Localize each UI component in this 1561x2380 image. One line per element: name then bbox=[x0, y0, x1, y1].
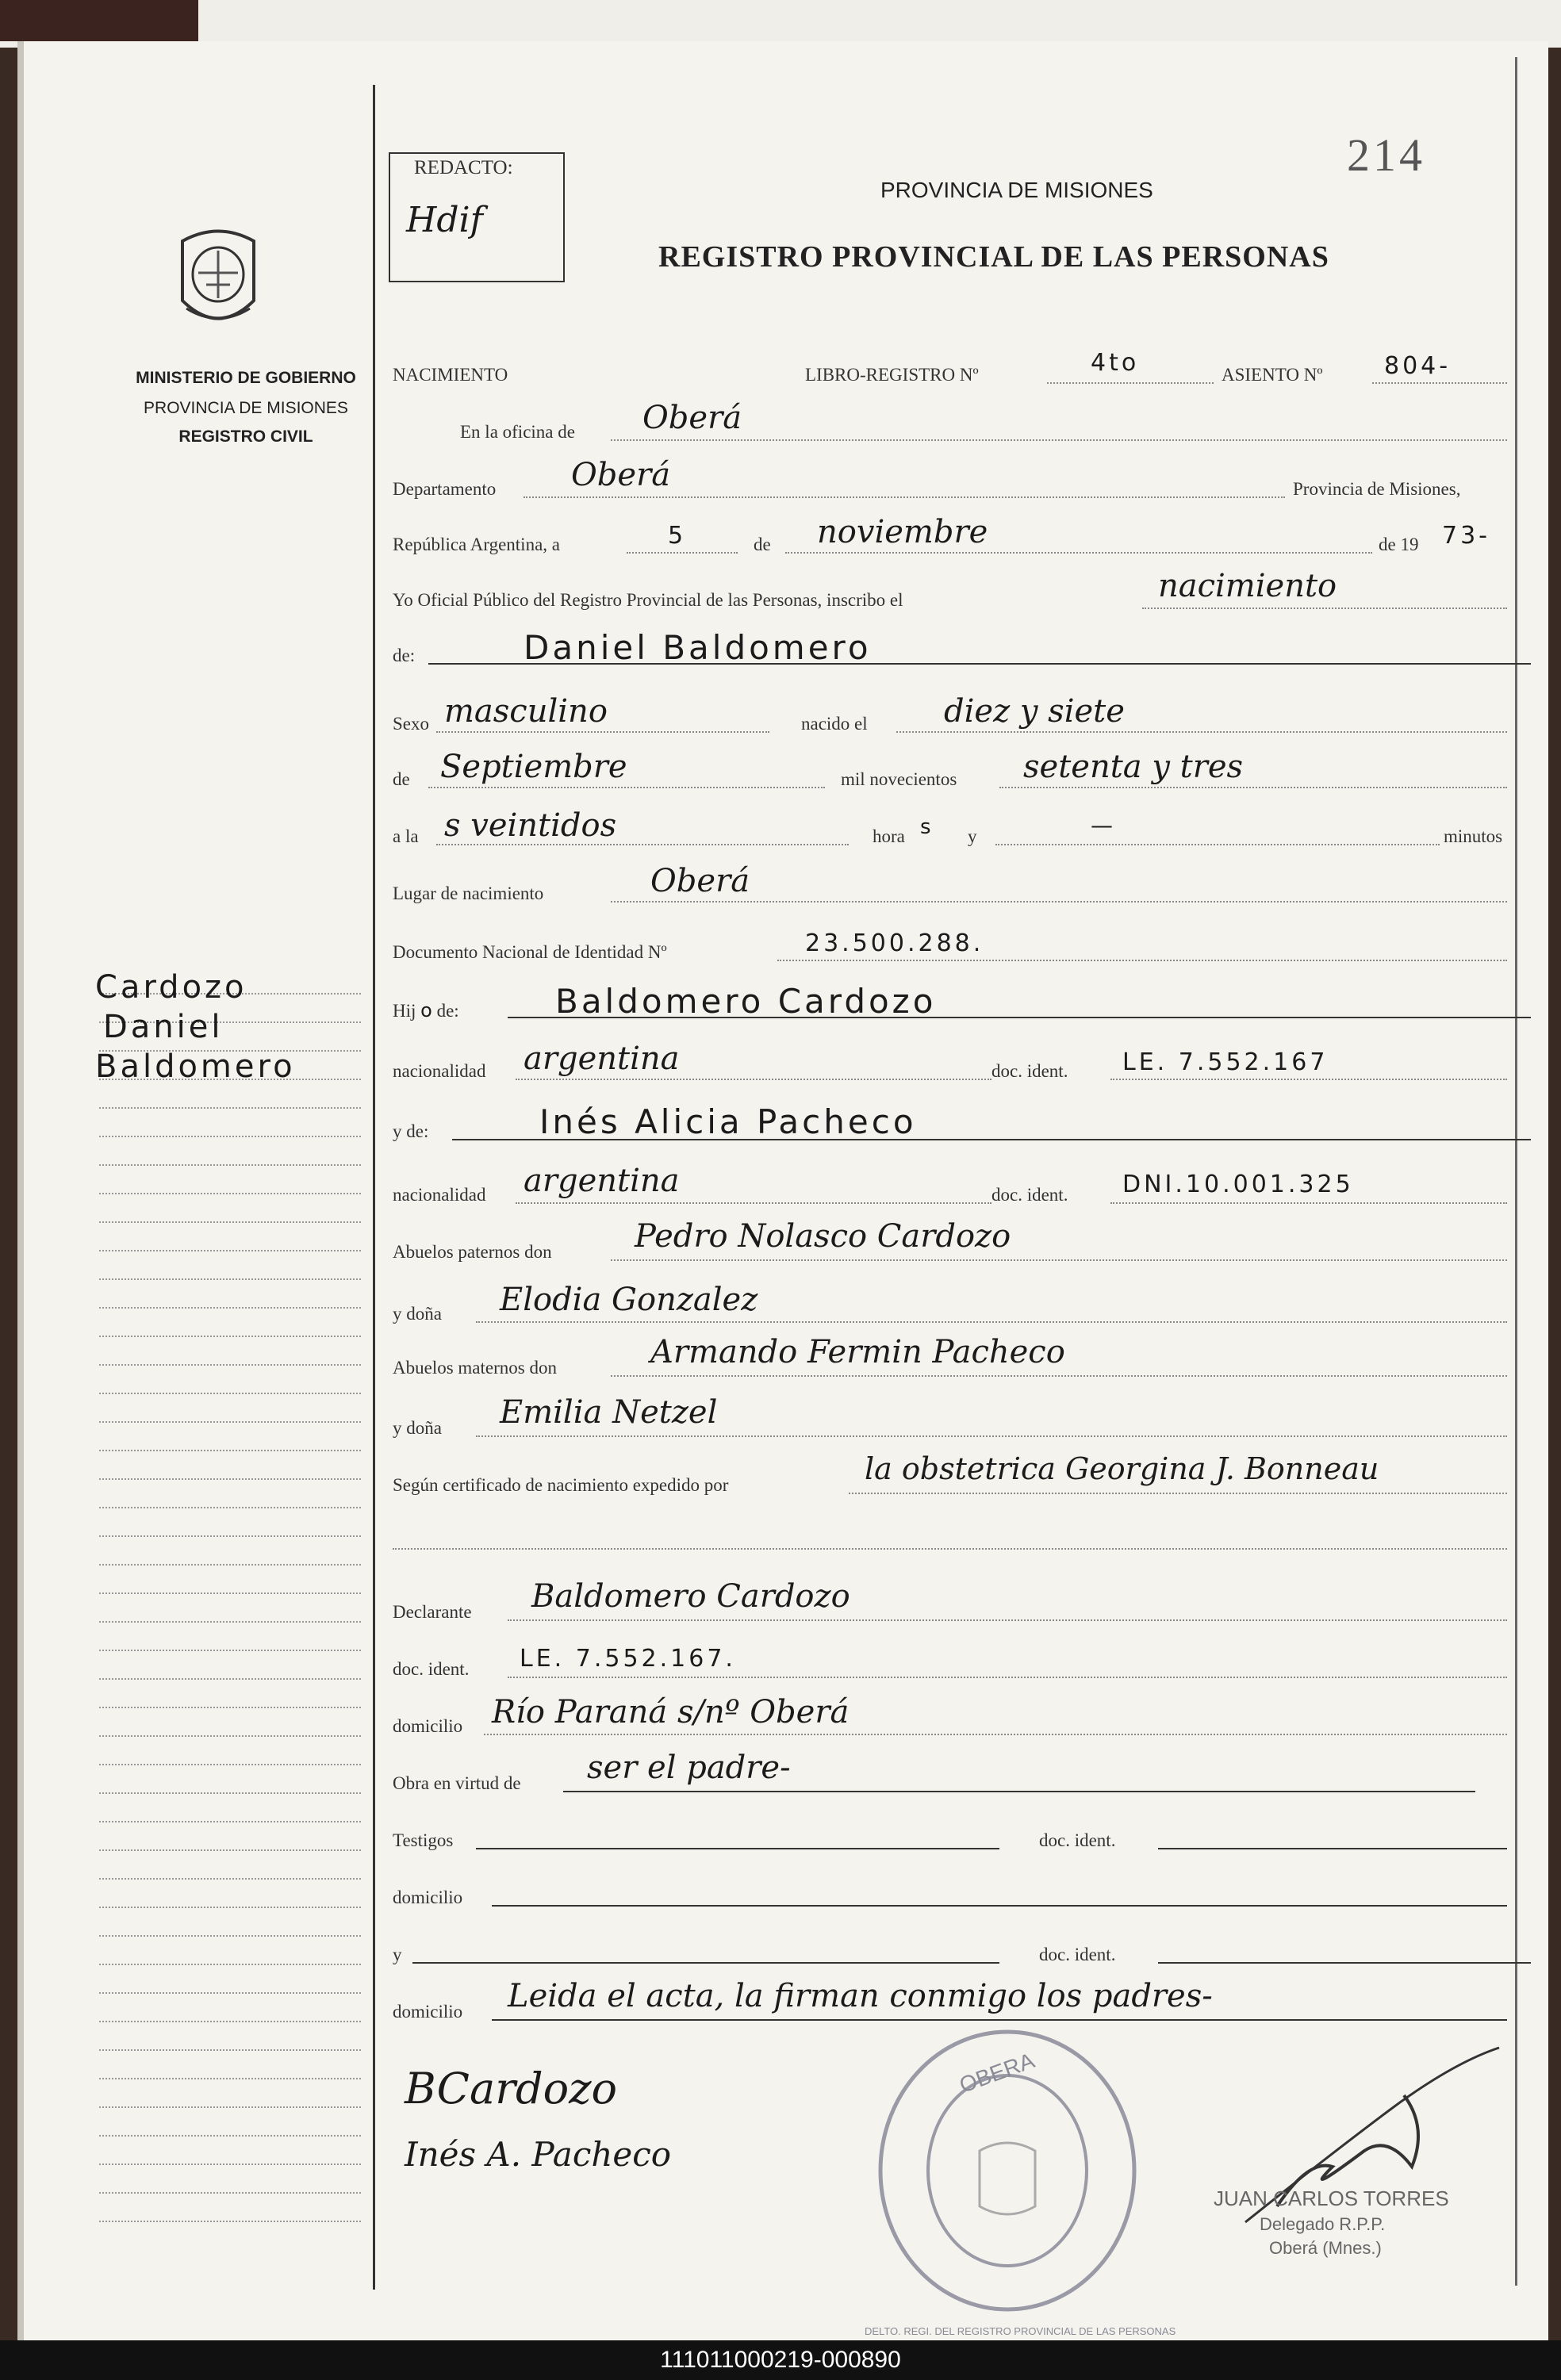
province-label-left: PROVINCIA DE MISIONES bbox=[144, 399, 348, 417]
margin-rule bbox=[99, 1507, 361, 1508]
year-label: de 19 bbox=[1379, 535, 1419, 554]
margin-rule bbox=[99, 1421, 361, 1423]
testigos-doc-label: doc. ident. bbox=[1039, 1830, 1116, 1850]
margin-rule bbox=[99, 1849, 361, 1851]
hora-label: hora bbox=[873, 826, 905, 846]
margin-rule bbox=[99, 1107, 361, 1109]
father-nat-label: nacionalidad bbox=[393, 1061, 486, 1081]
inscribo-value: nacimiento bbox=[1158, 568, 1337, 604]
domicilio-value: Río Paraná s/nº Oberá bbox=[492, 1694, 850, 1730]
de-label: de bbox=[754, 535, 771, 554]
register-page bbox=[17, 41, 1548, 2341]
margin-rule bbox=[99, 1935, 361, 1937]
inscribo-label: Yo Oficial Público del Registro Provincial de las Personas, inscribo el bbox=[393, 590, 903, 610]
margin-rule bbox=[99, 1336, 361, 1337]
margin-rule bbox=[99, 1650, 361, 1651]
office-label: En la oficina de bbox=[460, 422, 575, 442]
father-value: Baldomero Cardozo bbox=[555, 982, 937, 1021]
hijo-label bbox=[393, 999, 459, 1021]
dept-value: Oberá bbox=[571, 457, 671, 493]
abuela-p-label: y doña bbox=[393, 1304, 442, 1324]
registry-label: REGISTRO CIVIL bbox=[178, 427, 313, 446]
margin-rule bbox=[99, 2021, 361, 2022]
testigos-label: Testigos bbox=[393, 1830, 454, 1850]
margin-firstname: Daniel bbox=[103, 1009, 224, 1045]
asiento-value: 804- bbox=[1384, 352, 1452, 380]
father-nat-value: argentina bbox=[524, 1041, 680, 1077]
lugar-value: Oberá bbox=[650, 863, 750, 899]
minutes-value: — bbox=[1091, 812, 1116, 838]
abuela-m-label: y doña bbox=[393, 1418, 442, 1438]
official-place: Oberá (Mnes.) bbox=[1269, 2238, 1382, 2258]
margin-rule bbox=[99, 1364, 361, 1366]
margin-rule bbox=[99, 1164, 361, 1166]
page-number: 214 bbox=[1347, 129, 1425, 181]
margin-rule bbox=[99, 1764, 361, 1765]
coat-of-arms-icon bbox=[167, 225, 270, 336]
segun-value: la obstetrica Georgina J. Bonneau bbox=[865, 1451, 1379, 1486]
margin-rule bbox=[99, 1393, 361, 1394]
domicilio-label: domicilio bbox=[393, 1716, 463, 1736]
father-doc-label: doc. ident. bbox=[991, 1061, 1068, 1081]
de2-label: de bbox=[393, 769, 410, 789]
de-name-label: de: bbox=[393, 646, 416, 665]
margin-rule bbox=[99, 1621, 361, 1623]
mil-label: mil novecientos bbox=[841, 769, 957, 789]
libro-value: 4to bbox=[1091, 349, 1140, 377]
book-cover bbox=[0, 0, 198, 41]
final-domicilio-label: domicilio bbox=[393, 2002, 463, 2022]
redacto-initials: Hdif bbox=[406, 200, 483, 240]
margin-surname: Cardozo bbox=[95, 969, 247, 1006]
abuelos-m-label: Abuelos maternos don bbox=[393, 1358, 557, 1378]
ministry-label: MINISTERIO DE GOBIERNO bbox=[136, 369, 356, 387]
margin-rule bbox=[99, 1992, 361, 1994]
sex-label: Sexo bbox=[393, 714, 429, 734]
header-province: PROVINCIA DE MISIONES bbox=[880, 178, 1153, 202]
header-title: REGISTRO PROVINCIAL DE LAS PERSONAS bbox=[658, 240, 1329, 274]
margin-rule bbox=[99, 1707, 361, 1708]
dni-label: Documento Nacional de Identidad Nº bbox=[393, 942, 667, 962]
declarante-label: Declarante bbox=[393, 1602, 472, 1622]
signature-mother: Inés A. Pacheco bbox=[405, 2135, 672, 2174]
margin-rule bbox=[99, 2078, 361, 2079]
y2-doc-label: doc. ident. bbox=[1039, 1945, 1116, 1964]
day-value: 5 bbox=[668, 522, 687, 550]
stamp-ring-text: DELTO. REGI. DEL REGISTRO PROVINCIAL DE LAS PERSONAS bbox=[865, 2325, 1176, 2337]
margin-rule bbox=[99, 1478, 361, 1480]
official-name: JUAN CARLOS TORRES bbox=[1214, 2186, 1449, 2210]
margin-rule bbox=[99, 1250, 361, 1251]
margin-rule bbox=[99, 1278, 361, 1280]
born-day-value: diez y siete bbox=[944, 693, 1125, 730]
margin-rule bbox=[99, 1564, 361, 1566]
official-role: Delegado R.P.P. bbox=[1260, 2214, 1386, 2234]
lugar-label: Lugar de nacimiento bbox=[393, 883, 544, 903]
margin-middlename: Baldomero bbox=[95, 1048, 296, 1085]
margin-rule bbox=[99, 2135, 361, 2137]
year-value: 73- bbox=[1442, 522, 1490, 550]
minutos-label: minutos bbox=[1444, 826, 1503, 846]
abuela-m-value: Emilia Netzel bbox=[500, 1394, 718, 1431]
hijo-o: o bbox=[420, 999, 432, 1021]
document-id-footer: 111011000219-000890 bbox=[0, 2340, 1561, 2380]
abuelo-m-value: Armando Fermin Pacheco bbox=[650, 1334, 1065, 1370]
office-value: Oberá bbox=[642, 400, 742, 436]
stamp-top-text: OBERA bbox=[956, 2048, 1038, 2098]
sex-value: masculino bbox=[444, 693, 608, 730]
dni-value: 23.500.288. bbox=[805, 929, 984, 957]
abuela-p-value: Elodia Gonzalez bbox=[500, 1282, 758, 1318]
margin-rule bbox=[99, 1678, 361, 1680]
final-value: Leida el acta, la firman conmigo los padres- bbox=[508, 1978, 1213, 2014]
margin-rule bbox=[99, 1821, 361, 1822]
nacimiento-label: NACIMIENTO bbox=[393, 365, 508, 385]
testigos-domicilio-label: domicilio bbox=[393, 1888, 463, 1907]
father-doc-value: LE. 7.552.167 bbox=[1122, 1048, 1329, 1076]
dept-label: Departamento bbox=[393, 479, 497, 499]
ala-label: a la bbox=[393, 826, 419, 846]
signature-father: BCardozo bbox=[405, 2064, 618, 2114]
margin-rule bbox=[99, 2049, 361, 2051]
mother-nat-label: nacionalidad bbox=[393, 1185, 486, 1205]
margin-rule bbox=[99, 1592, 361, 1594]
republic-label: República Argentina, a bbox=[393, 535, 560, 554]
y2-label: y bbox=[393, 1945, 402, 1964]
province-suffix: Provincia de Misiones, bbox=[1293, 479, 1461, 499]
margin-rule bbox=[99, 1450, 361, 1451]
margin-rule bbox=[99, 2106, 361, 2108]
margin-rule bbox=[99, 1193, 361, 1194]
left-frame-line bbox=[373, 85, 375, 2290]
redacto-box bbox=[389, 152, 565, 282]
hijo-label-b: de: bbox=[436, 1001, 459, 1021]
margin-rule bbox=[99, 1535, 361, 1537]
born-month-value: Septiembre bbox=[440, 749, 627, 785]
margin-rule bbox=[99, 1221, 361, 1223]
margin-rule bbox=[99, 1907, 361, 1908]
libro-label: LIBRO-REGISTRO Nº bbox=[805, 365, 979, 385]
obra-label: Obra en virtud de bbox=[393, 1773, 521, 1793]
mother-value: Inés Alicia Pacheco bbox=[539, 1102, 917, 1141]
declarante-doc-label: doc. ident. bbox=[393, 1659, 470, 1679]
declarante-value: Baldomero Cardozo bbox=[531, 1578, 850, 1615]
asiento-label: ASIENTO Nº bbox=[1222, 365, 1323, 385]
name-value: Daniel Baldomero bbox=[524, 628, 872, 667]
margin-rule bbox=[99, 2163, 361, 2165]
margin-rule bbox=[99, 1878, 361, 1880]
margin-rule bbox=[99, 1307, 361, 1309]
hijo-label-a: Hij bbox=[393, 1001, 416, 1021]
month-value: noviembre bbox=[817, 514, 988, 550]
margin-rule bbox=[99, 1735, 361, 1737]
mother-doc-value: DNI.10.001.325 bbox=[1122, 1171, 1354, 1198]
abuelo-p-value: Pedro Nolasco Cardozo bbox=[635, 1218, 1011, 1255]
yde-label: y de: bbox=[393, 1121, 429, 1141]
segun-label: Según certificado de nacimiento expedido por bbox=[393, 1475, 729, 1495]
y-label: y bbox=[968, 826, 977, 846]
right-frame-line bbox=[1515, 57, 1517, 2286]
margin-rule bbox=[99, 2192, 361, 2194]
obra-value: ser el padre- bbox=[587, 1750, 791, 1786]
margin-rule bbox=[99, 1964, 361, 1965]
abuelos-p-label: Abuelos paternos don bbox=[393, 1242, 552, 1262]
margin-rule bbox=[99, 1792, 361, 1794]
redacto-label: REDACTO: bbox=[414, 157, 513, 178]
declarante-doc-value: LE. 7.552.167. bbox=[520, 1645, 736, 1673]
mother-nat-value: argentina bbox=[524, 1163, 680, 1199]
mother-doc-label: doc. ident. bbox=[991, 1185, 1068, 1205]
margin-rule bbox=[99, 2221, 361, 2222]
hour-suffix: s bbox=[920, 815, 934, 839]
born-year-value: setenta y tres bbox=[1023, 749, 1244, 785]
born-label: nacido el bbox=[801, 714, 868, 734]
top-edge bbox=[0, 0, 1561, 48]
margin-rule bbox=[99, 1136, 361, 1137]
hour-value: s veintidos bbox=[444, 807, 617, 844]
